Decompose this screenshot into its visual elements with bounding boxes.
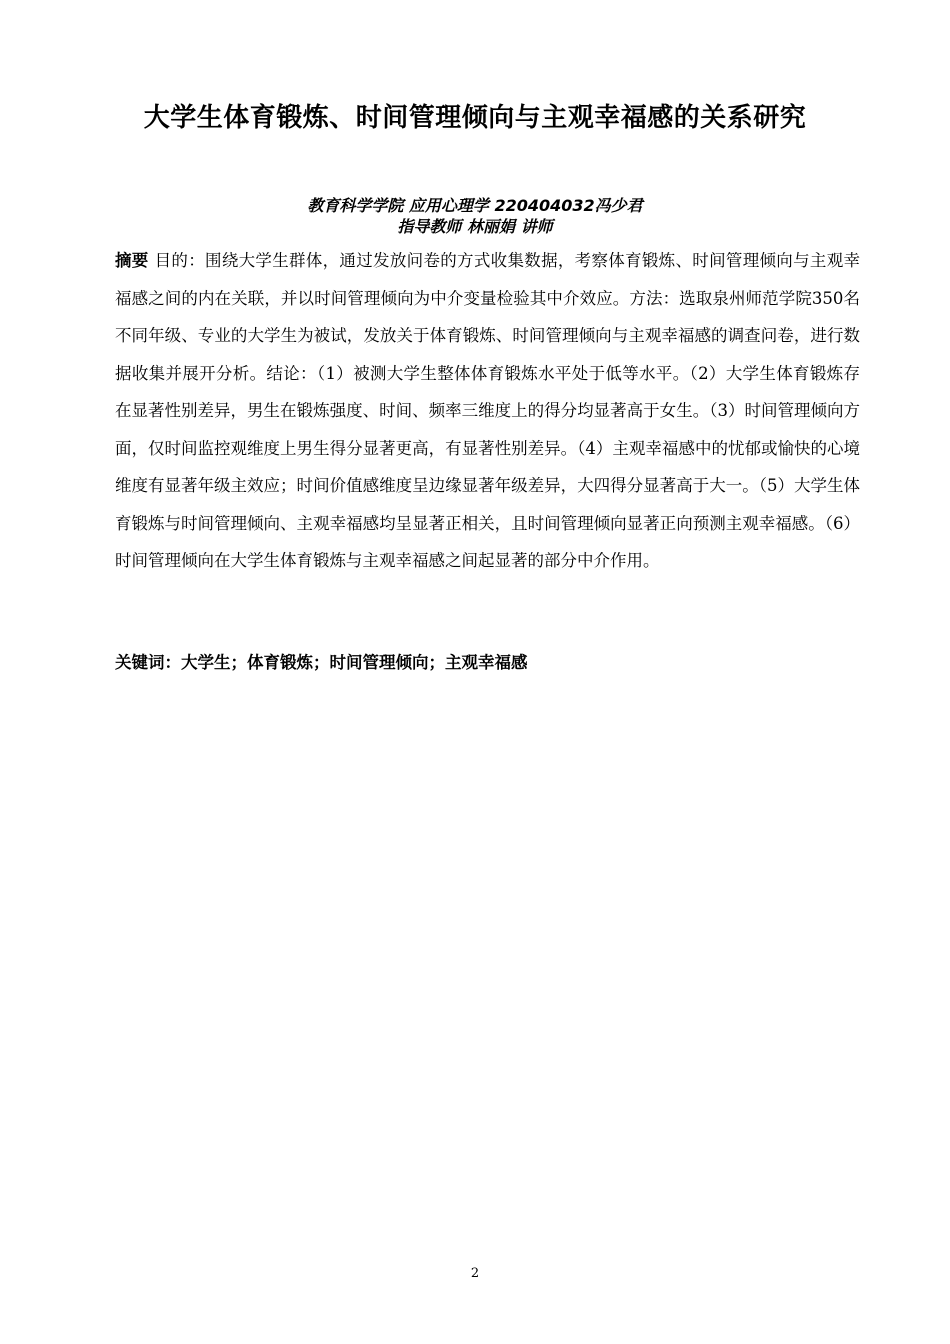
paper-title: 大学生体育锻炼、时间管理倾向与主观幸福感的关系研究 bbox=[143, 103, 807, 133]
keywords: 关键词：大学生；体育锻炼；时间管理倾向；主观幸福感 bbox=[115, 653, 528, 672]
abstract-label: 摘要 bbox=[115, 251, 149, 270]
author-line: 教育科学学院 应用心理学 220404032冯少君 bbox=[307, 196, 643, 215]
page-number: 2 bbox=[470, 1266, 480, 1281]
advisor-line: 指导教师 林丽娟 讲师 bbox=[397, 217, 553, 236]
abstract bbox=[115, 242, 860, 580]
abstract-text: 目的：围绕大学生群体，通过发放问卷的方式收集数据，考察体育锻炼、时间管理倾向与主观幸福感之间的内在关联，并以时间管理倾向为中介变量检验其中介效应。方法：选取泉州师范学院350名不同年级、专业的大学生为被试，发放关于体育锻炼、时间管理倾向与主观幸福感的调查问卷，进行数据收集并展开分析。结论：（1）被测大学生整体体育锻炼水平处于低等水平。（2）大学生体育锻炼存在显著性别差异，男生在锻炼强度、时间、频率三维度上的得分均显著高于女生。（3）时间管理倾向方面，仅时间监控观维度上男生得分显著更高，有显著性别差异。（4）主观幸福感中的忧郁或愉快的心境维度有显著年级主效应；时间价值感维度呈边缘显著年级差异，大四得分显著高于大一。（5）大学生体育锻炼与时间管理倾向、主观幸福感均呈显著正相关，且时间管理倾向显著正向预测主观幸福感。（6）时间管理倾向在大学生体育锻炼与主观幸福感之间起显著的部分中介作用。 bbox=[115, 251, 861, 570]
byline bbox=[60, 195, 890, 237]
